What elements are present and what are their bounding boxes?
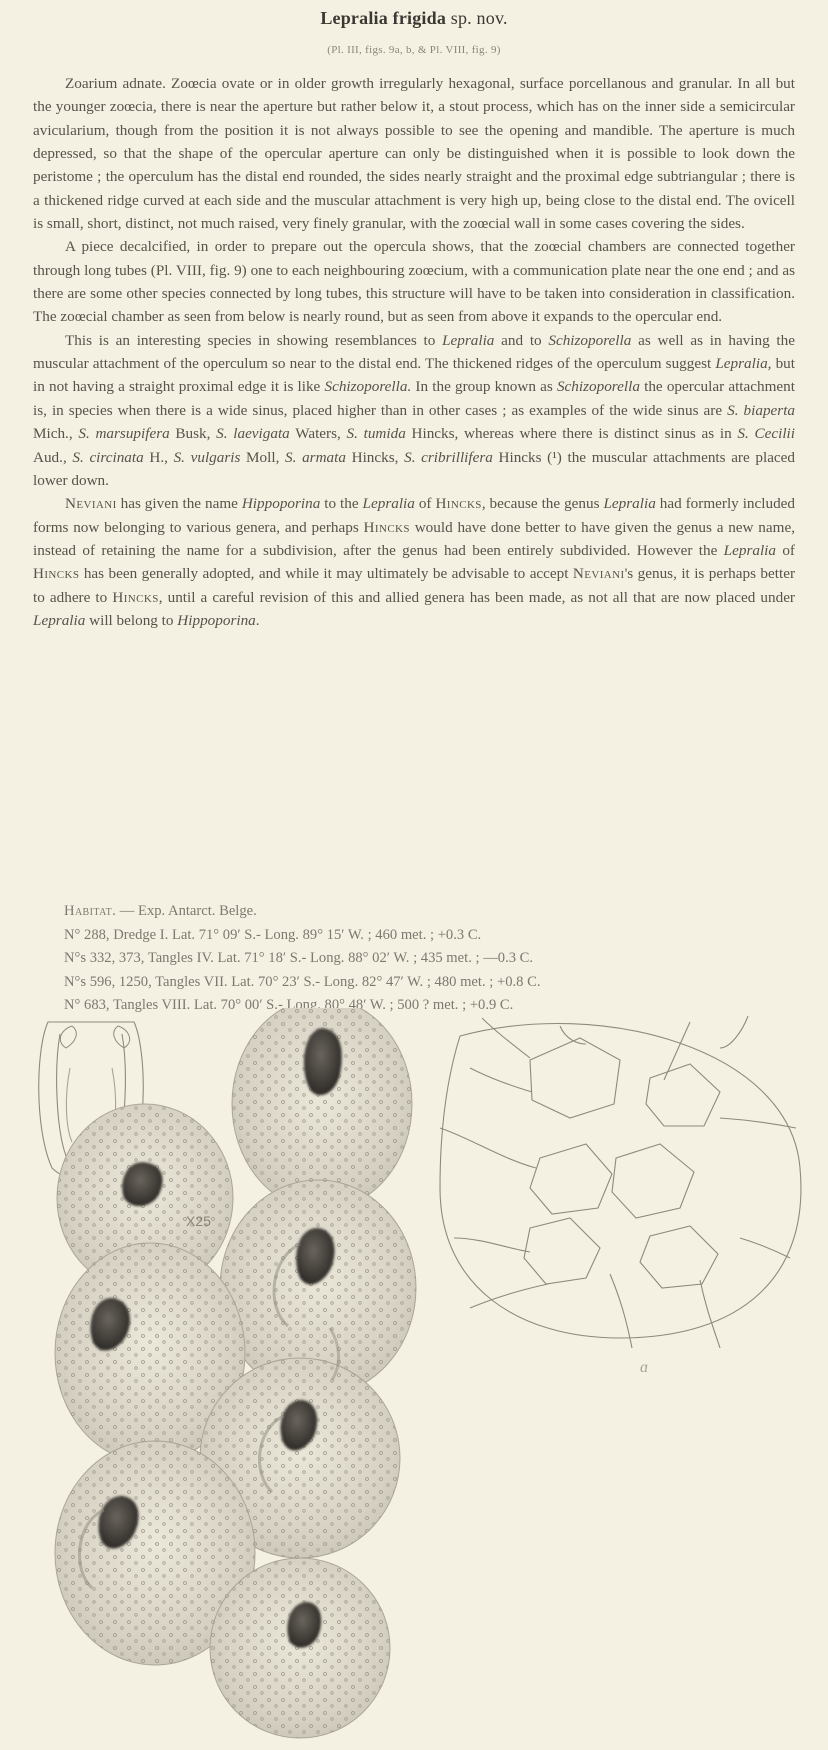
decalcified-chambers-drawing xyxy=(440,1016,801,1348)
species-title xyxy=(0,8,828,29)
plate-reference: (Pl. III, figs. 9a, b, & Pl. VIII, fig. 9) xyxy=(327,44,501,56)
station-record: N° 288, Dredge I. Lat. 71° 09′ S.- Long. 89° 15′ W. ; 460 met. ; +0.3 C. xyxy=(64,926,482,943)
figure-mark: ɑ xyxy=(640,1359,648,1376)
habitat-block xyxy=(64,900,804,1018)
paragraph-nomenclature: Neviani has given the name Hippoporina to the Lepralia of Hincks, because the genus Lepralia had formerly included forms now belonging to various genera, and perhaps Hincks would have done better to have given the genus a new name, instead of retaining the name for a subdivision, after the genus had been entirely subdivided. However the Lepralia of Hincks has been generally adopted, and while it may ultimately be advisable to accept Neviani's genus, it is perhaps better to adhere to Hincks, until a careful revision of this and allied genera has been made, as not all that are now placed under Lepralia will belong to Hippoporina. xyxy=(33,495,796,629)
zooecia-colony xyxy=(55,1008,416,1738)
figure-drawing xyxy=(0,1008,828,1745)
station-record: N°s 596, 1250, Tangles VII. Lat. 70° 23′ S.- Long. 82° 47′ W. ; 480 met. ; +0.8 C. xyxy=(64,973,541,990)
specimen-figure xyxy=(0,1008,828,1745)
station-record: N° 683, Tangles VIII. Lat. 70° 00′ S.- Long. 80° 48′ W. ; 500 ? met. ; +0.9 C. xyxy=(64,997,514,1013)
species-name: Lepralia frigida xyxy=(320,8,447,28)
paragraph-description: Zoarium adnate. Zoœcia ovate or in older growth irregularly hexagonal, surface porcellanous and granular. In all but the younger zoœcia, there is near the aperture but rather below it, a stout process, which has on the inner side a semicircular avicularium, though from the position it is not always possible to see the opening and mandible. The aperture is much depressed, so that the shape of the opercular aperture can only be distinguished when it is possible to look down the peristome ; the operculum has the distal end rounded, the sides nearly straight and the proximal edge subtriangular ; there is a thickened ridge curved at each side and the muscular attachment is very high up, being close to the distal end. The ovicell is small, short, distinct, not much raised, very finely granular, with the zoœcial wall in some cases covering the sides. xyxy=(33,75,795,233)
station-record: N°s 332, 373, Tangles IV. Lat. 71° 18′ S.- Long. 88° 02′ W. ; 435 met. ; —0.3 C. xyxy=(64,950,534,966)
description-body xyxy=(33,72,795,632)
paragraph-resemblances: This is an interesting species in showing resemblances to Lepralia and to Schizoporella as well as in having the muscular attachment of the operculum so near to the distal end. The thickened ridges of the operculum suggest Lepralia, but in not having a straight proximal edge it is like Schizoporella. In the group known as Schizoporella the opercular attachment is, in species when there is a wide sinus, placed higher than in other cases ; as examples of the wide sinus are S. biaperta Mich., S. marsupifera Busk, S. laevigata Waters, S. tumida Hincks, whereas where there is distinct sinus as in S. Cecilii Aud., S. circinata H., S. vulgaris Moll, S. armata Hincks, S. cribrillifera Hincks (¹) the muscular attachments are placed lower down. xyxy=(33,331,796,489)
habitat-heading: Habitat. — Exp. Antarct. Belge. xyxy=(64,903,257,919)
paragraph-decalcified: A piece decalcified, in order to prepare out the opercula shows, that the zoœcial chambers are connected together through long tubes (Pl. VIII, fig. 9) one to each neighbouring zoœcium, with a communication plate near the one end ; and as there are some other species connected by long tubes, this structure will have to be taken into consideration in classification. The zoœcial chamber as seen from below is nearly round, but as seen from above it expands to the opercular end. xyxy=(33,238,795,326)
magnification-label: X25 xyxy=(186,1213,211,1229)
species-status: sp. nov. xyxy=(450,8,508,28)
